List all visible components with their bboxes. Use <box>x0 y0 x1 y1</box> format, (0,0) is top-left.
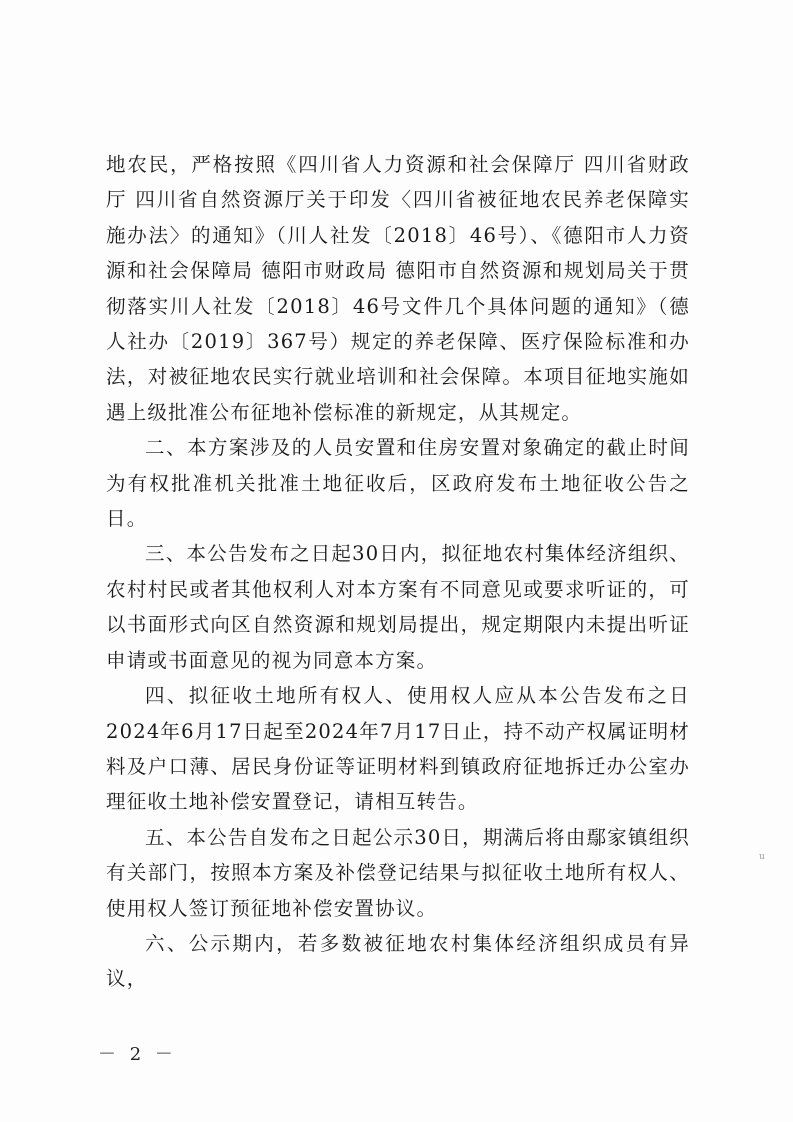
paragraph-item-5: 五、本公告自发布之日起公示30日，期满后将由鄢家镇组织有关部门，按照本方案及补偿登记结果与拟征收土地所有权人、使用权人签订预征地补偿安置协议。 <box>106 825 690 920</box>
paragraph-item-6: 六、公示期内，若多数被征地农村集体经济组织成员有异议， <box>106 931 690 991</box>
paragraph-continuation: 地农民，严格按照《四川省人力资源和社会保障厅 四川省财政厅 四川省自然资源厅关于印发〈四川省被征地农民养老保障实施办法〉的通知》（川人社发〔2018〕46号）、《德阳市人力资源和社会保障局 德阳市财政局 德阳市自然资源和规划局关于贯彻落实川人社发〔2018〕46号文件几个具体问题的通知》（德人社办〔2019〕367号）规定的养老保障、医疗保险标准和办法，对被征地农民实行就业培训和社会保障。本项目征地实施如遇上级批准公布征地补偿标准的新规定，从其规定。 <box>106 153 690 424</box>
paragraph-item-4: 四、拟征收土地所有权人、使用权人应从本公告发布之日2024年6月17日起至2024年7月17日止，持不动产权属证明材料及户口薄、居民身份证等证明材料到镇政府征地拆迁办公室办理征收土地补偿安置登记，请相互转告。 <box>106 684 690 814</box>
paragraph-item-3: 三、本公告发布之日起30日内，拟征地农村集体经济组织、农村村民或者其他权利人对本方案有不同意见或要求听证的，可以书面形式向区自然资源和规划局提出，规定期限内未提出听证申请或书面意见的视为同意本方案。 <box>106 542 690 672</box>
margin-mark: u <box>759 852 765 862</box>
paragraph-item-2: 二、本方案涉及的人员安置和住房安置对象确定的截止时间为有权批准机关批准土地征收后，区政府发布土地征收公告之日。 <box>106 436 690 531</box>
body-text <box>106 147 690 997</box>
page-number: － 2 － <box>98 1044 177 1065</box>
